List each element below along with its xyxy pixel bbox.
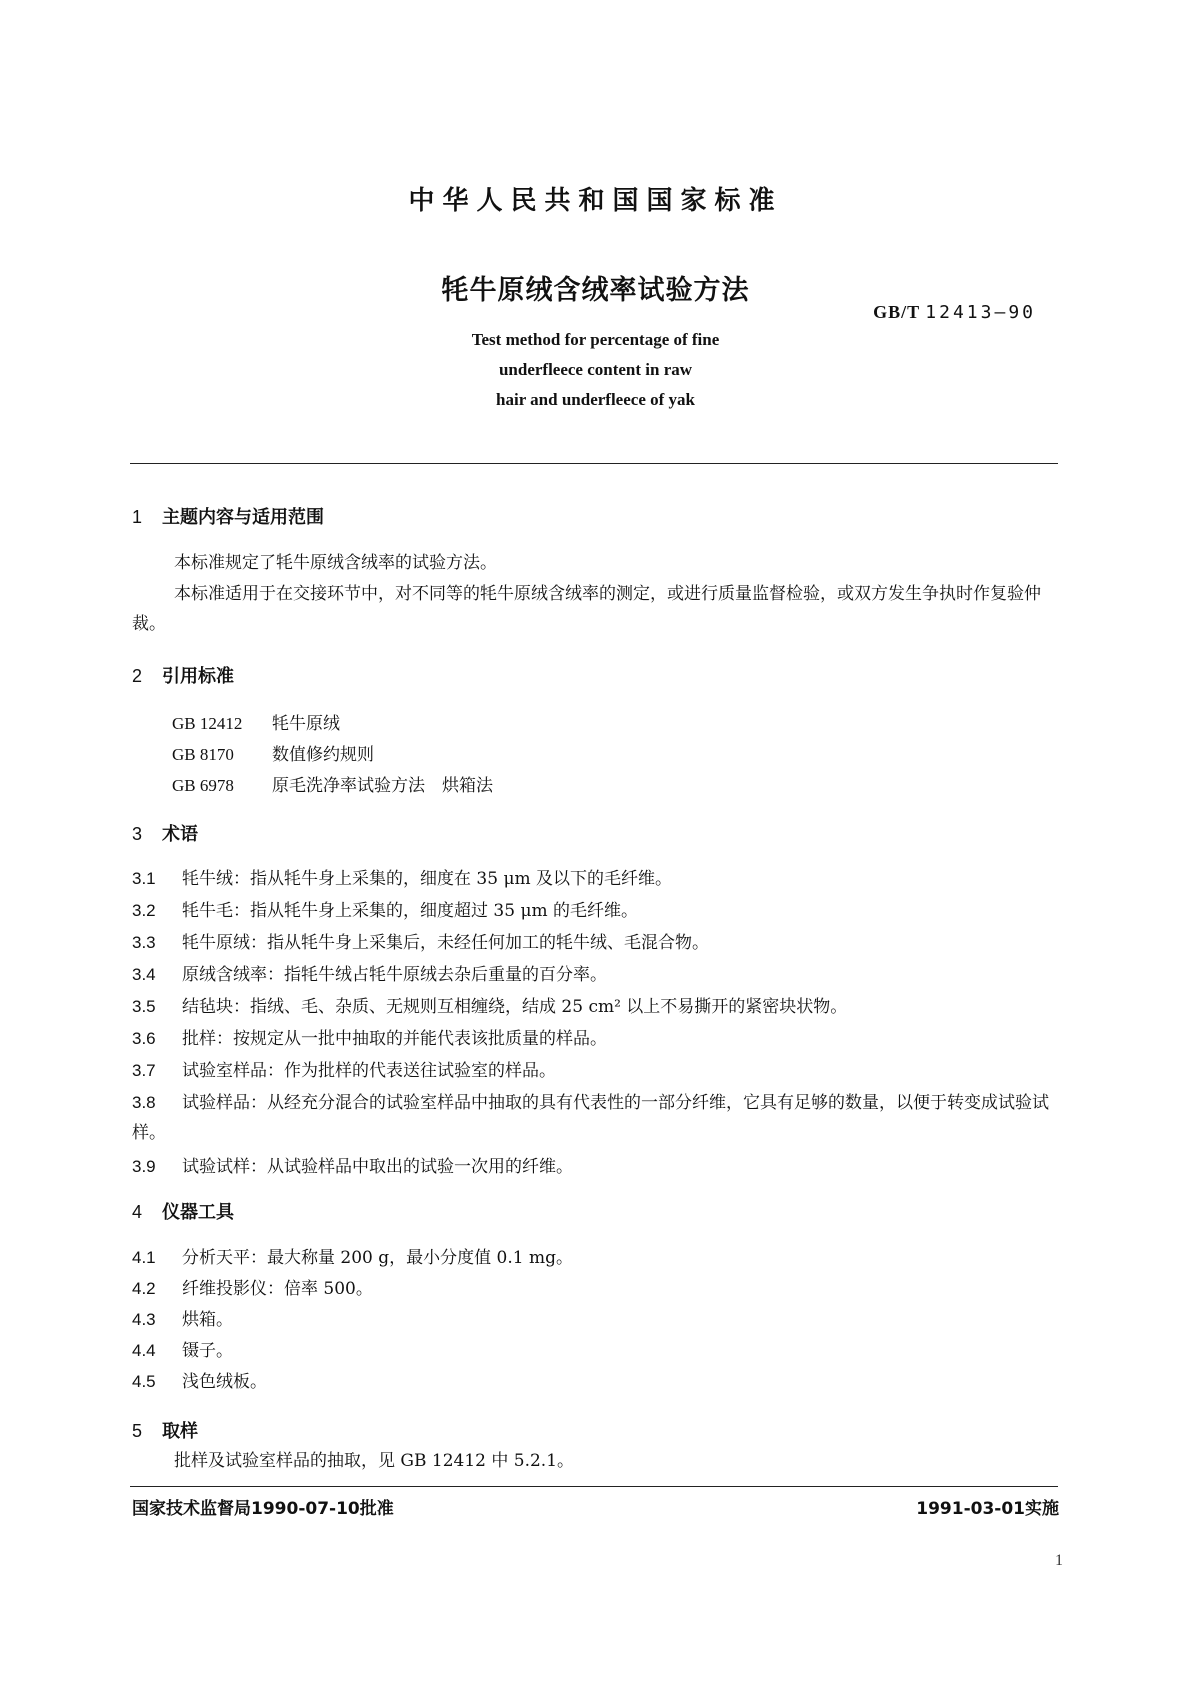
term-item xyxy=(132,928,1062,958)
item-text: 试验试样：从试验样品中取出的试验一次用的纤维。 xyxy=(182,1157,573,1177)
item-number: 4.3 xyxy=(132,1310,156,1329)
reference-item xyxy=(172,709,340,734)
reference-item xyxy=(172,771,493,796)
page-number: 1 xyxy=(1055,1552,1063,1569)
item-number: 3.9 xyxy=(132,1157,156,1176)
item-text: 牦牛原绒：指从牦牛身上采集后，未经任何加工的牦牛绒、毛混合物。 xyxy=(182,933,709,953)
section-title: 仪器工具 xyxy=(162,1202,234,1223)
effective-date: 1991-03-01实施 xyxy=(916,1499,1059,1519)
term-item xyxy=(132,1024,1062,1054)
approval-date: 国家技术监督局1990-07-10批准 xyxy=(132,1499,394,1519)
equipment-item xyxy=(132,1336,1062,1366)
term-item xyxy=(132,1056,1062,1086)
section-title: 引用标准 xyxy=(162,666,234,687)
item-number: 3.8 xyxy=(132,1093,156,1112)
item-text: 牦牛绒：指从牦牛身上采集的，细度在 35 μm 及以下的毛纤维。 xyxy=(182,869,673,889)
item-text: 试验样品：从经充分混合的试验室样品中抽取的具有代表性的一部分纤维，它具有足够的数量，以便于转变成试验试样。 xyxy=(132,1093,1049,1143)
item-number: 4.5 xyxy=(132,1372,156,1391)
section-1-paragraph-2: 本标准适用于在交接环节中，对不同等的牦牛原绒含绒率的测定，或进行质量监督检验，或双方发生争执时作复验仲裁。 xyxy=(132,584,1041,634)
footer-divider xyxy=(130,1486,1058,1487)
section-number: 1 xyxy=(132,507,143,527)
reference-item xyxy=(172,740,374,765)
term-item xyxy=(132,864,1062,894)
section-5-heading xyxy=(132,1417,198,1443)
item-text: 浅色绒板。 xyxy=(182,1372,267,1392)
section-number: 3 xyxy=(132,824,143,844)
equipment-item xyxy=(132,1243,1062,1273)
section-5-paragraph: 批样及试验室样品的抽取，见 GB 12412 中 5.2.1。 xyxy=(174,1451,575,1471)
standard-code-prefix: GB/T xyxy=(873,302,920,322)
item-text: 试验室样品：作为批样的代表送往试验室的样品。 xyxy=(182,1061,556,1081)
equipment-item xyxy=(132,1367,1062,1397)
item-number: 3.6 xyxy=(132,1029,156,1048)
reference-name: 牦牛原绒 xyxy=(272,714,340,734)
item-number: 4.1 xyxy=(132,1248,156,1267)
section-2-heading xyxy=(132,662,234,688)
item-number: 3.4 xyxy=(132,965,156,984)
item-number: 4.2 xyxy=(132,1279,156,1298)
item-number: 3.7 xyxy=(132,1061,156,1080)
item-text: 结毡块：指绒、毛、杂质、无规则互相缠绕，结成 25 cm² 以上不易撕开的紧密块状物。 xyxy=(182,997,848,1017)
term-item xyxy=(132,1088,1062,1148)
section-1-paragraph-1: 本标准规定了牦牛原绒含绒率的试验方法。 xyxy=(174,553,497,573)
term-item xyxy=(132,896,1062,926)
section-title: 取样 xyxy=(162,1421,198,1442)
section-1-heading xyxy=(132,503,324,529)
item-number: 3.5 xyxy=(132,997,156,1016)
section-number: 2 xyxy=(132,666,143,686)
header-divider xyxy=(130,463,1058,464)
reference-code: GB 8170 xyxy=(172,745,234,764)
document-title: 牦牛原绒含绒率试验方法 xyxy=(441,275,750,306)
item-number: 3.2 xyxy=(132,901,156,920)
reference-name: 数值修约规则 xyxy=(272,745,374,765)
item-number: 4.4 xyxy=(132,1341,156,1360)
national-standard-heading: 中华人民共和国国家标准 xyxy=(408,186,783,216)
section-3-heading xyxy=(132,820,198,846)
equipment-item xyxy=(132,1274,1062,1304)
reference-code: GB 12412 xyxy=(172,714,243,733)
item-text: 分析天平：最大称量 200 g，最小分度值 0.1 mg。 xyxy=(182,1248,573,1268)
english-title-line-3: hair and underfleece of yak xyxy=(496,390,695,409)
item-text: 纤维投影仪：倍率 500。 xyxy=(182,1279,373,1299)
reference-code: GB 6978 xyxy=(172,776,234,795)
item-text: 镊子。 xyxy=(182,1341,233,1361)
item-number: 3.1 xyxy=(132,869,156,888)
section-number: 4 xyxy=(132,1202,143,1222)
standard-code xyxy=(873,302,1036,323)
section-4-heading xyxy=(132,1198,234,1224)
section-title: 术语 xyxy=(162,824,198,845)
item-text: 批样：按规定从一批中抽取的并能代表该批质量的样品。 xyxy=(182,1029,607,1049)
item-number: 3.3 xyxy=(132,933,156,952)
equipment-item xyxy=(132,1305,1062,1335)
item-text: 烘箱。 xyxy=(182,1310,233,1330)
section-title: 主题内容与适用范围 xyxy=(162,507,324,528)
term-item xyxy=(132,992,1062,1022)
item-text: 原绒含绒率：指牦牛绒占牦牛原绒去杂后重量的百分率。 xyxy=(182,965,607,985)
term-item xyxy=(132,1152,1062,1182)
english-title-line-2: underfleece content in raw xyxy=(498,360,693,379)
term-item xyxy=(132,960,1062,990)
item-text: 牦牛毛：指从牦牛身上采集的，细度超过 35 μm 的毛纤维。 xyxy=(182,901,639,921)
standard-code-number: 12413—90 xyxy=(925,302,1036,323)
english-title-line-1: Test method for percentage of fine xyxy=(471,330,720,349)
section-number: 5 xyxy=(132,1421,143,1441)
reference-name: 原毛洗净率试验方法 烘箱法 xyxy=(272,776,493,796)
